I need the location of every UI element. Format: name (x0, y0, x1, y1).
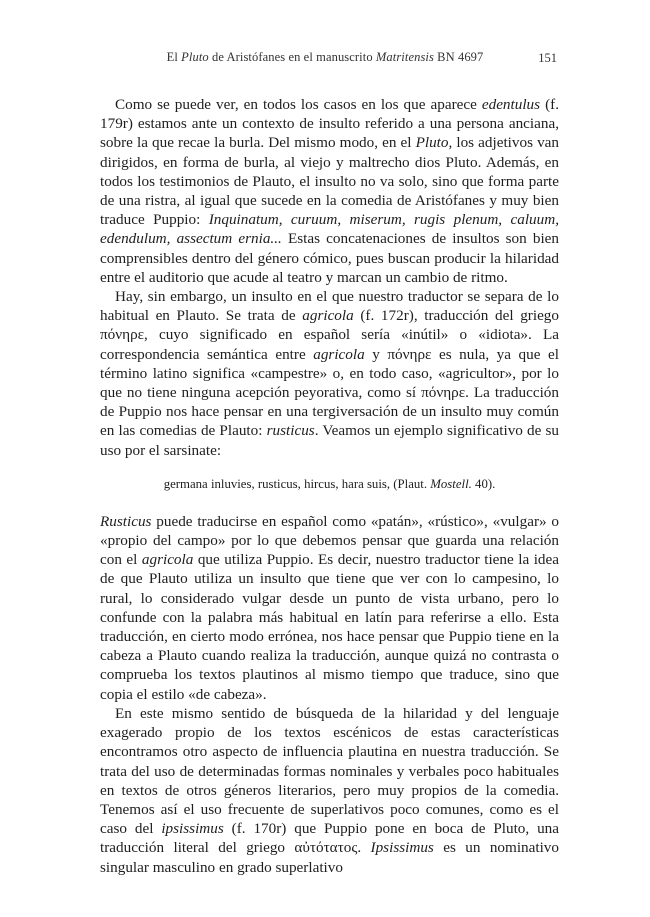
running-title-part: El (166, 50, 182, 64)
paragraph-1: Como se puede ver, en todos los casos en los que aparece edentulus (f. 179r) estamos ante un contexto de insulto referido a una persona anciana, sobre la que recae la burla. Del mismo modo, en el Pluto, los adjetivos van dirigidos, en forma de burla, al viejo y maltrecho dios Pluto. Además, en todos los testimonios de Plauto, el insulto no va solo, sino que forma parte de una ristra, al igual que sucede en la comedia de Aristófanes y muy bien traduce Puppio: Inquinatum, curuum, miserum, rugis plenum, caluum, edendulum, assectum ernia... Estas concatenaciones de insultos son bien comprensibles dentro del género cómico, pues buscan producir la hilaridad entre el auditorio que acude al teatro y marcan un cambio de ritmo. (100, 96, 560, 286)
paragraph-4: En este mismo sentido de búsqueda de la hilaridad y del lenguaje exagerado propio de los textos escénicos de estas características encontramos otro aspecto de influencia plautina en nuestra traducción. Se trata del uso de determinadas formas nominales y verbales poco habituales en textos de otros géneros literarios, pero muy propios de la comedia. Tenemos así el uso frecuente de superlativos poco comunes, como es el caso del ipsissimus (f. 170r) que Puppio pone en boca de Pluto, una traducción literal del griego αὐτότατος. Ipsissimus es un nominativo singular masculino en grado superlativo (100, 704, 560, 876)
running-title-italic: Pluto (181, 50, 209, 64)
running-head (0, 50, 650, 70)
body-text (100, 95, 559, 877)
page-number: 151 (538, 51, 557, 65)
running-title-part: de Aristófanes en el manuscrito (208, 50, 376, 64)
paragraph-2: Hay, sin embargo, un insulto en el que nuestro traductor se separa de lo habitual en Plauto. Se trata de agricola (f. 172r), traducción del griego πόνηρε, cuyo significado en español sería «inútil» o «idiota». La correspondencia semántica entre agricola y πόνηρε es nula, ya que el término latino significa «campestre» o, en todo caso, «agricultor», por lo que no tiene ninguna acepción peyorativa, como sí πόνηρε. La traducción de Puppio nos hace pensar en una tergiversación de un insulto muy común en las comedias de Plauto: rusticus. Veamos un ejemplo significativo de su uso por el sarsinate: (100, 288, 559, 459)
running-title-part: BN 4697 (433, 50, 484, 64)
running-title-italic: Matritensis (375, 50, 434, 64)
paragraph-3: Rusticus puede traducirse en español como «patán», «rústico», «vulgar» o «propio del campo» por lo que debemos pensar que guarda una relación con el agricola que utiliza Puppio. Es decir, nuestro traductor tiene la idea de que Plauto utiliza un insulto que tiene que ver con lo campesino, lo rural, lo considerado vulgar desde un punto de vista urbano, pero lo confunde con la palabra más habitual en latín para referirse a ello. Esta traducción, en cierto modo errónea, nos hace pensar que Puppio tiene en la cabeza a Plauto cuando realiza la traducción, aunque quizá no contrasta o comprueba los textos plautinos al mismo tiempo que traduce, sino que copia el estilo «de cabeza». (100, 512, 559, 703)
block-quote: germana inluvies, rusticus, hircus, hara suis, (Plaut. Mostell. 40). (163, 476, 496, 491)
